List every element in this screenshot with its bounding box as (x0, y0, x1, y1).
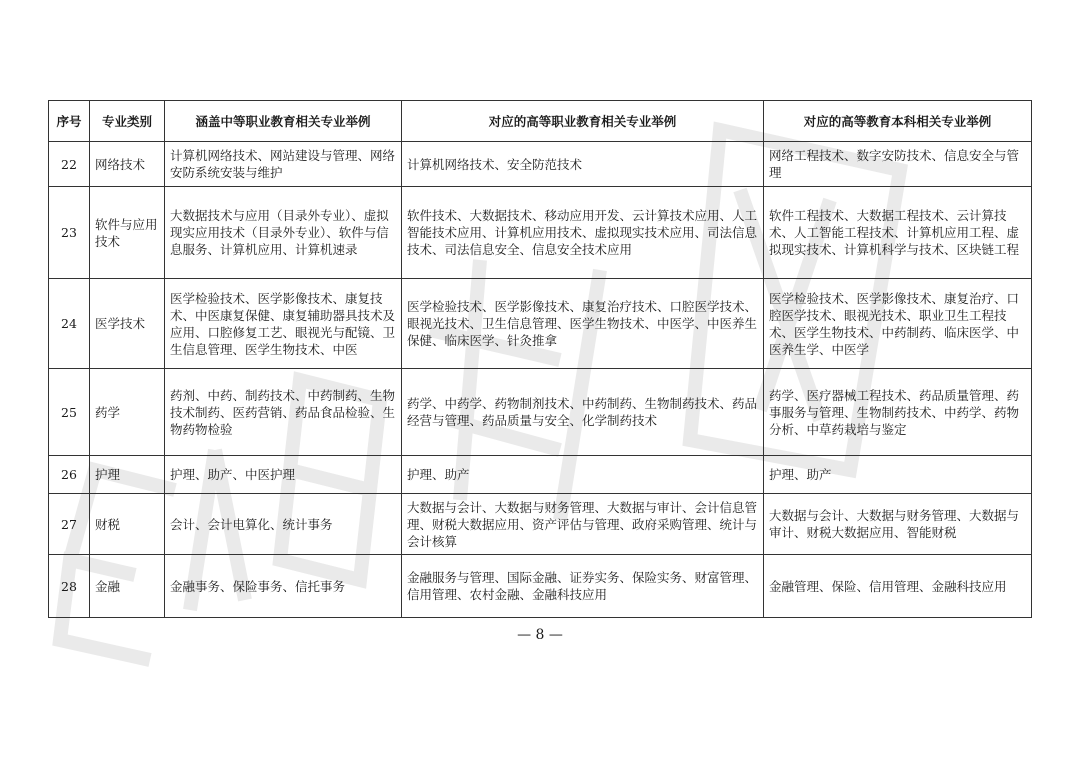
row-category: 软件与应用技术 (90, 187, 165, 279)
page-number: — 8 — (517, 627, 563, 643)
row-secondary: 会计、会计电算化、统计事务 (165, 494, 402, 555)
row-vocational: 药学、中药学、药物制剂技术、中药制药、生物制药技术、药品经营与管理、药品质量与安全、化学制药技术 (402, 369, 764, 456)
row-index: 22 (49, 142, 90, 187)
table-header-row (49, 101, 1032, 142)
row-undergrad: 药学、医疗器械工程技术、药品质量管理、药事服务与管理、生物制药技术、中药学、药物分析、中草药栽培与鉴定 (764, 369, 1032, 456)
header-category: 专业类别 (90, 101, 165, 142)
row-category: 财税 (90, 494, 165, 555)
row-vocational: 金融服务与管理、国际金融、证券实务、保险实务、财富管理、信用管理、农村金融、金融科技应用 (402, 555, 764, 618)
header-vocational: 对应的高等职业教育相关专业举例 (402, 101, 764, 142)
row-index: 23 (49, 187, 90, 279)
table-row (49, 456, 1032, 494)
row-secondary: 计算机网络技术、网站建设与管理、网络安防系统安装与维护 (165, 142, 402, 187)
row-index: 24 (49, 279, 90, 369)
row-undergrad: 金融管理、保险、信用管理、金融科技应用 (764, 555, 1032, 618)
table-row (49, 494, 1032, 555)
row-vocational: 计算机网络技术、安全防范技术 (402, 142, 764, 187)
row-category: 金融 (90, 555, 165, 618)
row-index: 27 (49, 494, 90, 555)
row-secondary: 金融事务、保险事务、信托事务 (165, 555, 402, 618)
row-secondary: 大数据技术与应用（目录外专业）、虚拟现实应用技术（目录外专业）、软件与信息服务、计算机应用、计算机速录 (165, 187, 402, 279)
row-vocational: 护理、助产 (402, 456, 764, 494)
table-row (49, 555, 1032, 618)
row-category: 护理 (90, 456, 165, 494)
row-undergrad: 软件工程技术、大数据工程技术、云计算技术、人工智能工程技术、计算机应用工程、虚拟现实技术、计算机科学与技术、区块链工程 (764, 187, 1032, 279)
row-undergrad: 护理、助产 (764, 456, 1032, 494)
row-secondary: 护理、助产、中医护理 (165, 456, 402, 494)
row-undergrad: 医学检验技术、医学影像技术、康复治疗、口腔医学技术、眼视光技术、职业卫生工程技术、医学生物技术、中药制药、临床医学、中医养生学、中医学 (764, 279, 1032, 369)
row-category: 网络技术 (90, 142, 165, 187)
row-undergrad: 网络工程技术、数字安防技术、信息安全与管理 (764, 142, 1032, 187)
header-secondary: 涵盖中等职业教育相关专业举例 (165, 101, 402, 142)
table-row (49, 142, 1032, 187)
table-row (49, 279, 1032, 369)
row-index: 26 (49, 456, 90, 494)
specialty-table (48, 100, 1032, 618)
row-vocational: 软件技术、大数据技术、移动应用开发、云计算技术应用、人工智能技术应用、计算机应用技术、虚拟现实技术应用、司法信息技术、司法信息安全、信息安全技术应用 (402, 187, 764, 279)
row-index: 25 (49, 369, 90, 456)
table-row (49, 187, 1032, 279)
row-vocational: 医学检验技术、医学影像技术、康复治疗技术、口腔医学技术、眼视光技术、卫生信息管理、医学生物技术、中医学、中医养生保健、临床医学、针灸推拿 (402, 279, 764, 369)
row-secondary: 药剂、中药、制药技术、中药制药、生物技术制药、医药营销、药品食品检验、生物药物检验 (165, 369, 402, 456)
row-index: 28 (49, 555, 90, 618)
row-category: 医学技术 (90, 279, 165, 369)
header-index: 序号 (49, 101, 90, 142)
row-vocational: 大数据与会计、大数据与财务管理、大数据与审计、会计信息管理、财税大数据应用、资产评估与管理、政府采购管理、统计与会计核算 (402, 494, 764, 555)
row-secondary: 医学检验技术、医学影像技术、康复技术、中医康复保健、康复辅助器具技术及应用、口腔修复工艺、眼视光与配镜、卫生信息管理、医学生物技术、中医 (165, 279, 402, 369)
row-undergrad: 大数据与会计、大数据与财务管理、大数据与审计、财税大数据应用、智能财税 (764, 494, 1032, 555)
row-category: 药学 (90, 369, 165, 456)
header-undergrad: 对应的高等教育本科相关专业举例 (764, 101, 1032, 142)
table-row (49, 369, 1032, 456)
